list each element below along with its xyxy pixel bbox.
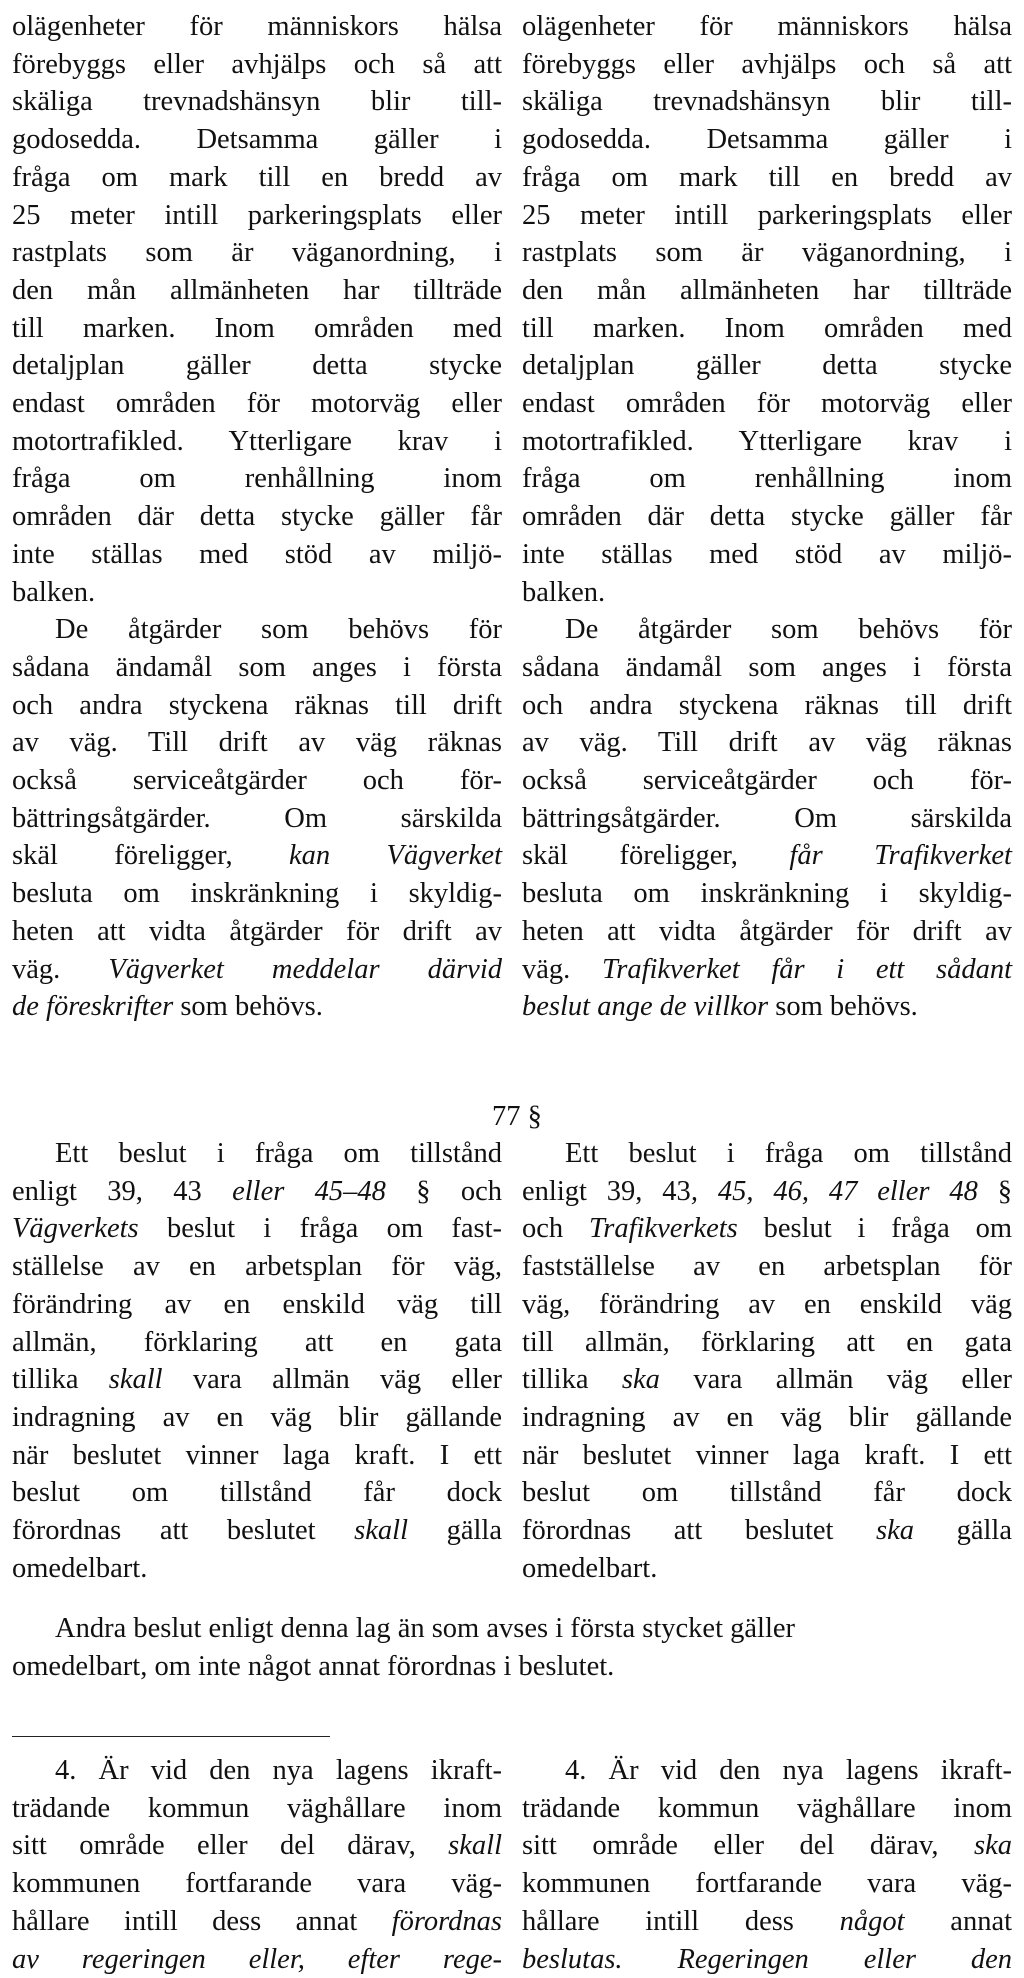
text-line: när beslutet vinner laga kraft. I ett: [12, 1439, 502, 1471]
text-line: [522, 1361, 1012, 1399]
text-line: olägenheter för människors hälsa: [522, 11, 1012, 42]
text-line: beslut om tillstånd får dock: [12, 1477, 502, 1509]
text-line: av väg. Till drift av väg räknas: [12, 727, 502, 759]
amended-text: eller 45–48: [232, 1175, 386, 1207]
text-line: [522, 1827, 1012, 1865]
text-line: och andra styckena räknas till drift: [522, 689, 1012, 721]
text-run: tillika: [12, 1364, 109, 1396]
text-line: ställelse av en arbetsplan för väg,: [12, 1251, 502, 1283]
text-line: av väg. Till drift av väg räknas: [522, 727, 1012, 759]
middle-right-column: [522, 1135, 1012, 1587]
text-line: besluta om inskränkning i skyldig-: [12, 878, 502, 910]
amended-text: de föreskrifter: [12, 991, 174, 1023]
text-line: [522, 1512, 1012, 1550]
text-line: 25 meter intill parkeringsplats eller: [12, 199, 502, 231]
text-line: [12, 1903, 502, 1941]
amended-text: beslut ange de villkor: [522, 991, 769, 1023]
text-run: vara allmän väg eller: [162, 1364, 503, 1396]
text-line: endast områden för motorväg eller: [12, 388, 502, 420]
text-run: förordnas att beslutet: [522, 1515, 877, 1547]
text-line: skäliga trevnadshänsyn blir till-: [12, 86, 502, 118]
text-line: till allmän, förklaring att en gata: [522, 1326, 1012, 1358]
text-run: §: [977, 1175, 1012, 1207]
text-line: förebyggs eller avhjälps och så att: [522, 48, 1012, 80]
text-line: också serviceåtgärder och för-: [522, 765, 1012, 797]
amended-text: skall: [448, 1830, 502, 1862]
text-line: fråga om renhållning inom: [12, 463, 502, 495]
text-run: § och: [385, 1175, 502, 1207]
text-line: kommunen fortfarande vara väg-: [12, 1868, 502, 1900]
text-line: omedelbart.: [522, 1552, 658, 1584]
text-run: annat: [904, 1905, 1013, 1937]
text-line: Ett beslut i fråga om tillstånd: [565, 1138, 1012, 1169]
text-line: beslut om tillstånd får dock: [522, 1477, 1012, 1509]
text-run: förordnas att beslutet: [12, 1515, 355, 1547]
footnote-left-column: [12, 1752, 502, 1978]
amended-text: av regeringen eller, efter rege-: [12, 1943, 502, 1975]
text-line: indragning av en väg blir gällande: [12, 1401, 502, 1433]
text-line: den mån allmänheten har tillträde: [522, 274, 1012, 306]
footnote-divider: [12, 1736, 330, 1737]
text-line: heten att vidta åtgärder för drift av: [522, 915, 1012, 947]
text-line: fråga om renhållning inom: [522, 463, 1012, 495]
text-line: [522, 951, 1012, 989]
text-line: när beslutet vinner laga kraft. I ett: [522, 1439, 1012, 1471]
text-line: [12, 1941, 502, 1978]
amended-text: förordnas: [391, 1905, 502, 1937]
text-line: [12, 951, 502, 989]
text-line: rastplats som är väganordning, i: [12, 237, 502, 269]
amended-text: ska: [876, 1515, 915, 1547]
text-run: skäl föreligger,: [522, 840, 790, 872]
text-line: omedelbart, om inte något annat förordnas i beslutet.: [12, 1650, 615, 1682]
text-line: [12, 837, 502, 875]
text-run: väg.: [12, 953, 109, 985]
text-run: sitt område eller del därav,: [522, 1830, 974, 1862]
text-line: De åtgärder som behövs för: [55, 614, 502, 646]
text-line: 4. Är vid den nya lagens ikraft-: [55, 1755, 502, 1786]
text-line: [12, 1173, 502, 1211]
text-line: 25 meter intill parkeringsplats eller: [522, 199, 1012, 231]
text-line: också serviceåtgärder och för-: [12, 765, 502, 797]
amended-text: Trafikverkets: [588, 1213, 738, 1245]
text-run: skäl föreligger,: [12, 840, 289, 872]
text-run: som behövs.: [173, 991, 323, 1023]
amended-text: beslutas. Regeringen eller den: [522, 1943, 1012, 1975]
text-line: sådana ändamål som anges i första: [12, 651, 502, 683]
top-right-column: [522, 8, 1012, 1026]
text-line: Andra beslut enligt denna lag än som avses i första stycket gäller: [55, 1613, 795, 1644]
amended-text: Vägverkets: [12, 1213, 139, 1245]
text-run: sitt område eller del därav,: [12, 1830, 449, 1862]
text-line: den mån allmänheten har tillträde: [12, 274, 502, 306]
text-line: [522, 1903, 1012, 1941]
text-line: endast områden för motorväg eller: [522, 388, 1012, 420]
text-line: [522, 1941, 1012, 1978]
section-heading: 77 §: [492, 1101, 542, 1132]
text-line: besluta om inskränkning i skyldig-: [522, 878, 1012, 910]
text-run: och: [522, 1213, 589, 1245]
text-run: beslut i fråga om: [737, 1213, 1012, 1245]
text-run: tillika: [522, 1364, 622, 1396]
text-line: detaljplan gäller detta stycke: [12, 350, 502, 382]
text-line: [522, 1173, 1012, 1211]
text-line: 4. Är vid den nya lagens ikraft-: [565, 1755, 1012, 1786]
text-line: Ett beslut i fråga om tillstånd: [55, 1138, 502, 1169]
text-line: [12, 1512, 502, 1550]
text-line: godosedda. Detsamma gäller i: [522, 124, 1012, 156]
text-line: allmän, förklaring att en gata: [12, 1326, 502, 1358]
amended-text: ska: [621, 1364, 660, 1396]
text-run: enligt 39, 43: [12, 1175, 233, 1207]
text-line: bättringsåtgärder. Om särskilda: [12, 802, 502, 834]
text-line: trädande kommun väghållare inom: [12, 1792, 502, 1824]
amended-text: kan Vägverket: [288, 840, 502, 872]
text-line: detaljplan gäller detta stycke: [522, 350, 1012, 382]
text-line: rastplats som är väganordning, i: [522, 237, 1012, 269]
text-run: enligt 39, 43: [522, 1175, 691, 1207]
text-line: [522, 988, 1012, 1026]
text-line: till marken. Inom områden med: [522, 312, 1012, 344]
amended-text: något: [839, 1905, 905, 1937]
amended-text: ska: [974, 1830, 1012, 1862]
text-line: motortrafikled. Ytterligare krav i: [12, 425, 502, 457]
text-line: förebyggs eller avhjälps och så att: [12, 48, 502, 80]
amended-text: får Trafikverket: [789, 840, 1012, 872]
text-run: gälla: [408, 1515, 502, 1547]
full-width-paragraph: [12, 1610, 1012, 1685]
text-line: [12, 988, 502, 1026]
text-line: motortrafikled. Ytterligare krav i: [522, 425, 1012, 457]
text-line: indragning av en väg blir gällande: [522, 1401, 1012, 1433]
text-line: förändring av en enskild väg till: [12, 1288, 502, 1320]
middle-left-column: [12, 1135, 502, 1587]
amended-text: , 45, 46, 47 eller 48: [690, 1175, 978, 1207]
text-line: bättringsåtgärder. Om särskilda: [522, 802, 1012, 834]
text-line: olägenheter för människors hälsa: [12, 11, 502, 42]
text-line: fråga om mark till en bredd av: [522, 161, 1012, 193]
text-line: väg, förändring av en enskild väg: [522, 1288, 1012, 1320]
text-line: [522, 837, 1012, 875]
text-line: De åtgärder som behövs för: [565, 614, 1012, 646]
text-line: omedelbart.: [12, 1552, 148, 1584]
text-line: områden där detta stycke gäller får: [12, 501, 502, 533]
text-line: fråga om mark till en bredd av: [12, 161, 502, 193]
text-line: balken.: [12, 576, 96, 608]
text-line: [12, 1210, 502, 1248]
text-line: inte ställas med stöd av miljö-: [522, 538, 1012, 570]
text-run: vara allmän väg eller: [659, 1364, 1012, 1396]
amended-text: skall: [354, 1515, 408, 1547]
text-line: heten att vidta åtgärder för drift av: [12, 915, 502, 947]
text-line: [12, 1361, 502, 1399]
text-line: skäliga trevnadshänsyn blir till-: [522, 86, 1012, 118]
amended-text: Vägverket meddelar därvid: [108, 953, 502, 985]
text-line: [12, 1827, 502, 1865]
text-line: balken.: [522, 576, 606, 608]
text-line: [522, 1210, 1012, 1248]
text-line: områden där detta stycke gäller får: [522, 501, 1012, 533]
text-run: som behövs.: [768, 991, 918, 1023]
footnote-right-column: [522, 1752, 1012, 1978]
text-line: sådana ändamål som anges i första: [522, 651, 1012, 683]
text-run: hållare intill dess annat: [12, 1905, 392, 1937]
text-line: inte ställas med stöd av miljö-: [12, 538, 502, 570]
text-line: godosedda. Detsamma gäller i: [12, 124, 502, 156]
text-line: fastställelse av en arbetsplan för: [522, 1251, 1012, 1283]
text-run: hållare intill dess: [522, 1905, 840, 1937]
amended-text: Trafikverket får i ett sådant: [601, 953, 1013, 985]
text-line: och andra styckena räknas till drift: [12, 689, 502, 721]
text-run: beslut i fråga om fast-: [138, 1213, 502, 1245]
amended-text: skall: [108, 1364, 163, 1396]
text-line: trädande kommun väghållare inom: [522, 1792, 1012, 1824]
text-run: gälla: [914, 1515, 1012, 1547]
top-left-column: [12, 8, 502, 1026]
text-line: kommunen fortfarande vara väg-: [522, 1868, 1012, 1900]
text-run: väg.: [522, 953, 602, 985]
text-line: till marken. Inom områden med: [12, 312, 502, 344]
